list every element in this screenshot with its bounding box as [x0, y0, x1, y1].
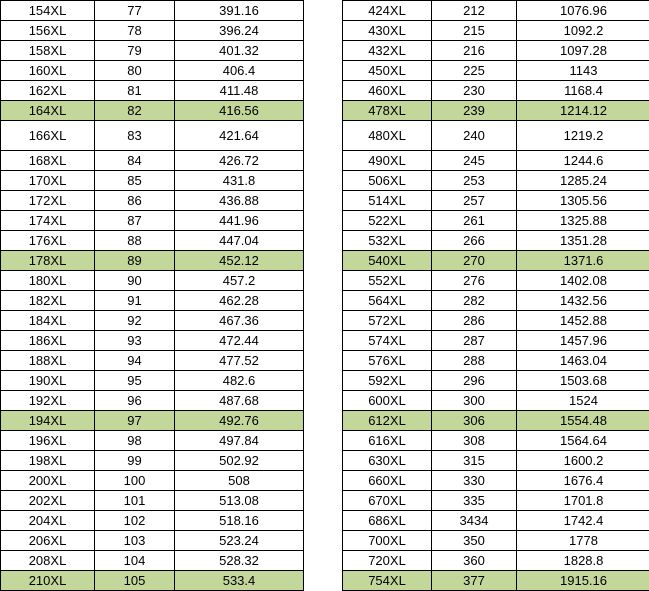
table-row [1, 101, 304, 121]
number-cell: 240 [432, 121, 517, 151]
table-row [1, 211, 304, 231]
number-cell: 225 [432, 61, 517, 81]
length-cell: 426.72 [175, 151, 304, 171]
table-row [343, 21, 649, 41]
size-cell: 630XL [343, 451, 432, 471]
number-cell: 230 [432, 81, 517, 101]
table-row [343, 121, 649, 151]
number-cell: 84 [95, 151, 175, 171]
size-cell: 158XL [1, 41, 95, 61]
table-row [343, 451, 649, 471]
table-row [1, 271, 304, 291]
table-row [1, 191, 304, 211]
size-cell: 574XL [343, 331, 432, 351]
length-cell: 441.96 [175, 211, 304, 231]
number-cell: 92 [95, 311, 175, 331]
number-cell: 287 [432, 331, 517, 351]
number-cell: 286 [432, 311, 517, 331]
number-cell: 90 [95, 271, 175, 291]
length-cell: 1168.4 [517, 81, 649, 101]
table-row [343, 101, 649, 121]
table-row [343, 531, 649, 551]
table-row [343, 271, 649, 291]
table-row [1, 431, 304, 451]
number-cell: 78 [95, 21, 175, 41]
number-cell: 93 [95, 331, 175, 351]
table-row [343, 391, 649, 411]
table-row [1, 61, 304, 81]
number-cell: 88 [95, 231, 175, 251]
length-cell: 492.76 [175, 411, 304, 431]
size-cell: 490XL [343, 151, 432, 171]
length-cell: 1092.2 [517, 21, 649, 41]
number-cell: 335 [432, 491, 517, 511]
table-row [1, 121, 304, 151]
size-cell: 180XL [1, 271, 95, 291]
length-cell: 1742.4 [517, 511, 649, 531]
number-cell: 306 [432, 411, 517, 431]
number-cell: 257 [432, 191, 517, 211]
table-row [1, 391, 304, 411]
table-row [1, 451, 304, 471]
size-cell: 204XL [1, 511, 95, 531]
table-row [343, 491, 649, 511]
length-cell: 1457.96 [517, 331, 649, 351]
number-cell: 97 [95, 411, 175, 431]
size-cell: 430XL [343, 21, 432, 41]
length-cell: 457.2 [175, 271, 304, 291]
table-row [343, 211, 649, 231]
table-row [1, 41, 304, 61]
table-row [343, 151, 649, 171]
size-cell: 184XL [1, 311, 95, 331]
table-row [343, 431, 649, 451]
size-cell: 156XL [1, 21, 95, 41]
length-cell: 533.4 [175, 571, 304, 591]
size-cell: 552XL [343, 271, 432, 291]
size-cell: 564XL [343, 291, 432, 311]
length-cell: 487.68 [175, 391, 304, 411]
size-cell: 196XL [1, 431, 95, 451]
size-cell: 522XL [343, 211, 432, 231]
size-cell: 208XL [1, 551, 95, 571]
size-cell: 202XL [1, 491, 95, 511]
size-cell: 670XL [343, 491, 432, 511]
table-row [1, 21, 304, 41]
size-cell: 172XL [1, 191, 95, 211]
size-cell: 424XL [343, 1, 432, 21]
length-cell: 1143 [517, 61, 649, 81]
size-cell: 188XL [1, 351, 95, 371]
number-cell: 100 [95, 471, 175, 491]
number-cell: 80 [95, 61, 175, 81]
length-cell: 1351.28 [517, 231, 649, 251]
length-cell: 1524 [517, 391, 649, 411]
size-cell: 206XL [1, 531, 95, 551]
table-row [1, 81, 304, 101]
number-cell: 288 [432, 351, 517, 371]
table-row [1, 531, 304, 551]
table-row [1, 491, 304, 511]
number-cell: 360 [432, 551, 517, 571]
length-cell: 467.36 [175, 311, 304, 331]
number-cell: 81 [95, 81, 175, 101]
table-row [343, 61, 649, 81]
number-cell: 82 [95, 101, 175, 121]
size-cell: 480XL [343, 121, 432, 151]
length-cell: 518.16 [175, 511, 304, 531]
number-cell: 282 [432, 291, 517, 311]
number-cell: 253 [432, 171, 517, 191]
number-cell: 98 [95, 431, 175, 451]
number-cell: 79 [95, 41, 175, 61]
number-cell: 96 [95, 391, 175, 411]
table-row [343, 511, 649, 531]
size-cell: 532XL [343, 231, 432, 251]
length-cell: 401.32 [175, 41, 304, 61]
length-cell: 1701.8 [517, 491, 649, 511]
size-cell: 450XL [343, 61, 432, 81]
table-row [343, 311, 649, 331]
size-cell: 506XL [343, 171, 432, 191]
table-row [343, 411, 649, 431]
length-cell: 1214.12 [517, 101, 649, 121]
size-table-right [342, 0, 649, 591]
length-cell: 1285.24 [517, 171, 649, 191]
table-row [1, 151, 304, 171]
size-cell: 170XL [1, 171, 95, 191]
length-cell: 1402.08 [517, 271, 649, 291]
length-cell: 1452.88 [517, 311, 649, 331]
length-cell: 1503.68 [517, 371, 649, 391]
size-cell: 514XL [343, 191, 432, 211]
length-cell: 1432.56 [517, 291, 649, 311]
size-cell: 600XL [343, 391, 432, 411]
length-cell: 1076.96 [517, 1, 649, 21]
length-cell: 452.12 [175, 251, 304, 271]
length-cell: 1554.48 [517, 411, 649, 431]
table-row [1, 551, 304, 571]
length-cell: 396.24 [175, 21, 304, 41]
length-cell: 1676.4 [517, 471, 649, 491]
length-cell: 1600.2 [517, 451, 649, 471]
length-cell: 528.32 [175, 551, 304, 571]
size-cell: 190XL [1, 371, 95, 391]
number-cell: 212 [432, 1, 517, 21]
size-cell: 616XL [343, 431, 432, 451]
number-cell: 300 [432, 391, 517, 411]
length-cell: 1915.16 [517, 571, 649, 591]
table-row [343, 81, 649, 101]
size-cell: 686XL [343, 511, 432, 531]
length-cell: 1371.6 [517, 251, 649, 271]
length-cell: 421.64 [175, 121, 304, 151]
table-gap [304, 0, 342, 590]
length-cell: 436.88 [175, 191, 304, 211]
size-cell: 592XL [343, 371, 432, 391]
table-row [1, 171, 304, 191]
number-cell: 83 [95, 121, 175, 151]
number-cell: 216 [432, 41, 517, 61]
size-cell: 210XL [1, 571, 95, 591]
number-cell: 95 [95, 371, 175, 391]
length-cell: 391.16 [175, 1, 304, 21]
number-cell: 266 [432, 231, 517, 251]
number-cell: 270 [432, 251, 517, 271]
number-cell: 239 [432, 101, 517, 121]
size-cell: 162XL [1, 81, 95, 101]
number-cell: 330 [432, 471, 517, 491]
size-cell: 192XL [1, 391, 95, 411]
number-cell: 3434 [432, 511, 517, 531]
length-cell: 462.28 [175, 291, 304, 311]
size-cell: 540XL [343, 251, 432, 271]
number-cell: 315 [432, 451, 517, 471]
length-cell: 1305.56 [517, 191, 649, 211]
size-cell: 160XL [1, 61, 95, 81]
table-row [343, 1, 649, 21]
size-cell: 572XL [343, 311, 432, 331]
length-cell: 1325.88 [517, 211, 649, 231]
length-cell: 1219.2 [517, 121, 649, 151]
length-cell: 502.92 [175, 451, 304, 471]
length-cell: 1828.8 [517, 551, 649, 571]
number-cell: 86 [95, 191, 175, 211]
size-cell: 754XL [343, 571, 432, 591]
number-cell: 102 [95, 511, 175, 531]
size-cell: 720XL [343, 551, 432, 571]
table-row [1, 571, 304, 591]
number-cell: 77 [95, 1, 175, 21]
number-cell: 99 [95, 451, 175, 471]
number-cell: 276 [432, 271, 517, 291]
table-row [343, 331, 649, 351]
number-cell: 87 [95, 211, 175, 231]
number-cell: 101 [95, 491, 175, 511]
table-row [1, 1, 304, 21]
number-cell: 89 [95, 251, 175, 271]
number-cell: 261 [432, 211, 517, 231]
table-row [1, 251, 304, 271]
size-cell: 198XL [1, 451, 95, 471]
length-cell: 1778 [517, 531, 649, 551]
number-cell: 105 [95, 571, 175, 591]
size-table-left [0, 0, 304, 591]
table-row [343, 551, 649, 571]
table-row [343, 251, 649, 271]
length-cell: 482.6 [175, 371, 304, 391]
number-cell: 296 [432, 371, 517, 391]
size-cell: 186XL [1, 331, 95, 351]
table-row [1, 351, 304, 371]
table-row [343, 191, 649, 211]
size-cell: 168XL [1, 151, 95, 171]
number-cell: 245 [432, 151, 517, 171]
size-cell: 660XL [343, 471, 432, 491]
length-cell: 416.56 [175, 101, 304, 121]
length-cell: 497.84 [175, 431, 304, 451]
length-cell: 472.44 [175, 331, 304, 351]
table-row [1, 411, 304, 431]
length-cell: 431.8 [175, 171, 304, 191]
length-cell: 513.08 [175, 491, 304, 511]
number-cell: 85 [95, 171, 175, 191]
table-row [1, 311, 304, 331]
size-cell: 176XL [1, 231, 95, 251]
table-row [343, 471, 649, 491]
length-cell: 477.52 [175, 351, 304, 371]
length-cell: 1244.6 [517, 151, 649, 171]
size-cell: 154XL [1, 1, 95, 21]
number-cell: 91 [95, 291, 175, 311]
size-cell: 576XL [343, 351, 432, 371]
length-cell: 447.04 [175, 231, 304, 251]
number-cell: 94 [95, 351, 175, 371]
table-row [1, 231, 304, 251]
number-cell: 104 [95, 551, 175, 571]
table-row [1, 471, 304, 491]
size-cell: 182XL [1, 291, 95, 311]
size-cell: 194XL [1, 411, 95, 431]
table-row [343, 291, 649, 311]
table-row [1, 371, 304, 391]
size-cell: 164XL [1, 101, 95, 121]
table-row [343, 371, 649, 391]
length-cell: 411.48 [175, 81, 304, 101]
table-row [343, 41, 649, 61]
number-cell: 215 [432, 21, 517, 41]
number-cell: 377 [432, 571, 517, 591]
size-cell: 460XL [343, 81, 432, 101]
table-row [343, 171, 649, 191]
table-row [343, 351, 649, 371]
size-cell: 166XL [1, 121, 95, 151]
length-cell: 523.24 [175, 531, 304, 551]
size-cell: 200XL [1, 471, 95, 491]
length-cell: 406.4 [175, 61, 304, 81]
size-cell: 174XL [1, 211, 95, 231]
number-cell: 350 [432, 531, 517, 551]
table-row [343, 571, 649, 591]
length-cell: 1097.28 [517, 41, 649, 61]
table-row [1, 291, 304, 311]
table-row [1, 331, 304, 351]
length-cell: 1564.64 [517, 431, 649, 451]
number-cell: 103 [95, 531, 175, 551]
size-cell: 178XL [1, 251, 95, 271]
number-cell: 308 [432, 431, 517, 451]
size-cell: 478XL [343, 101, 432, 121]
table-row [343, 231, 649, 251]
length-cell: 508 [175, 471, 304, 491]
size-cell: 612XL [343, 411, 432, 431]
size-cell: 700XL [343, 531, 432, 551]
length-cell: 1463.04 [517, 351, 649, 371]
table-row [1, 511, 304, 531]
size-cell: 432XL [343, 41, 432, 61]
